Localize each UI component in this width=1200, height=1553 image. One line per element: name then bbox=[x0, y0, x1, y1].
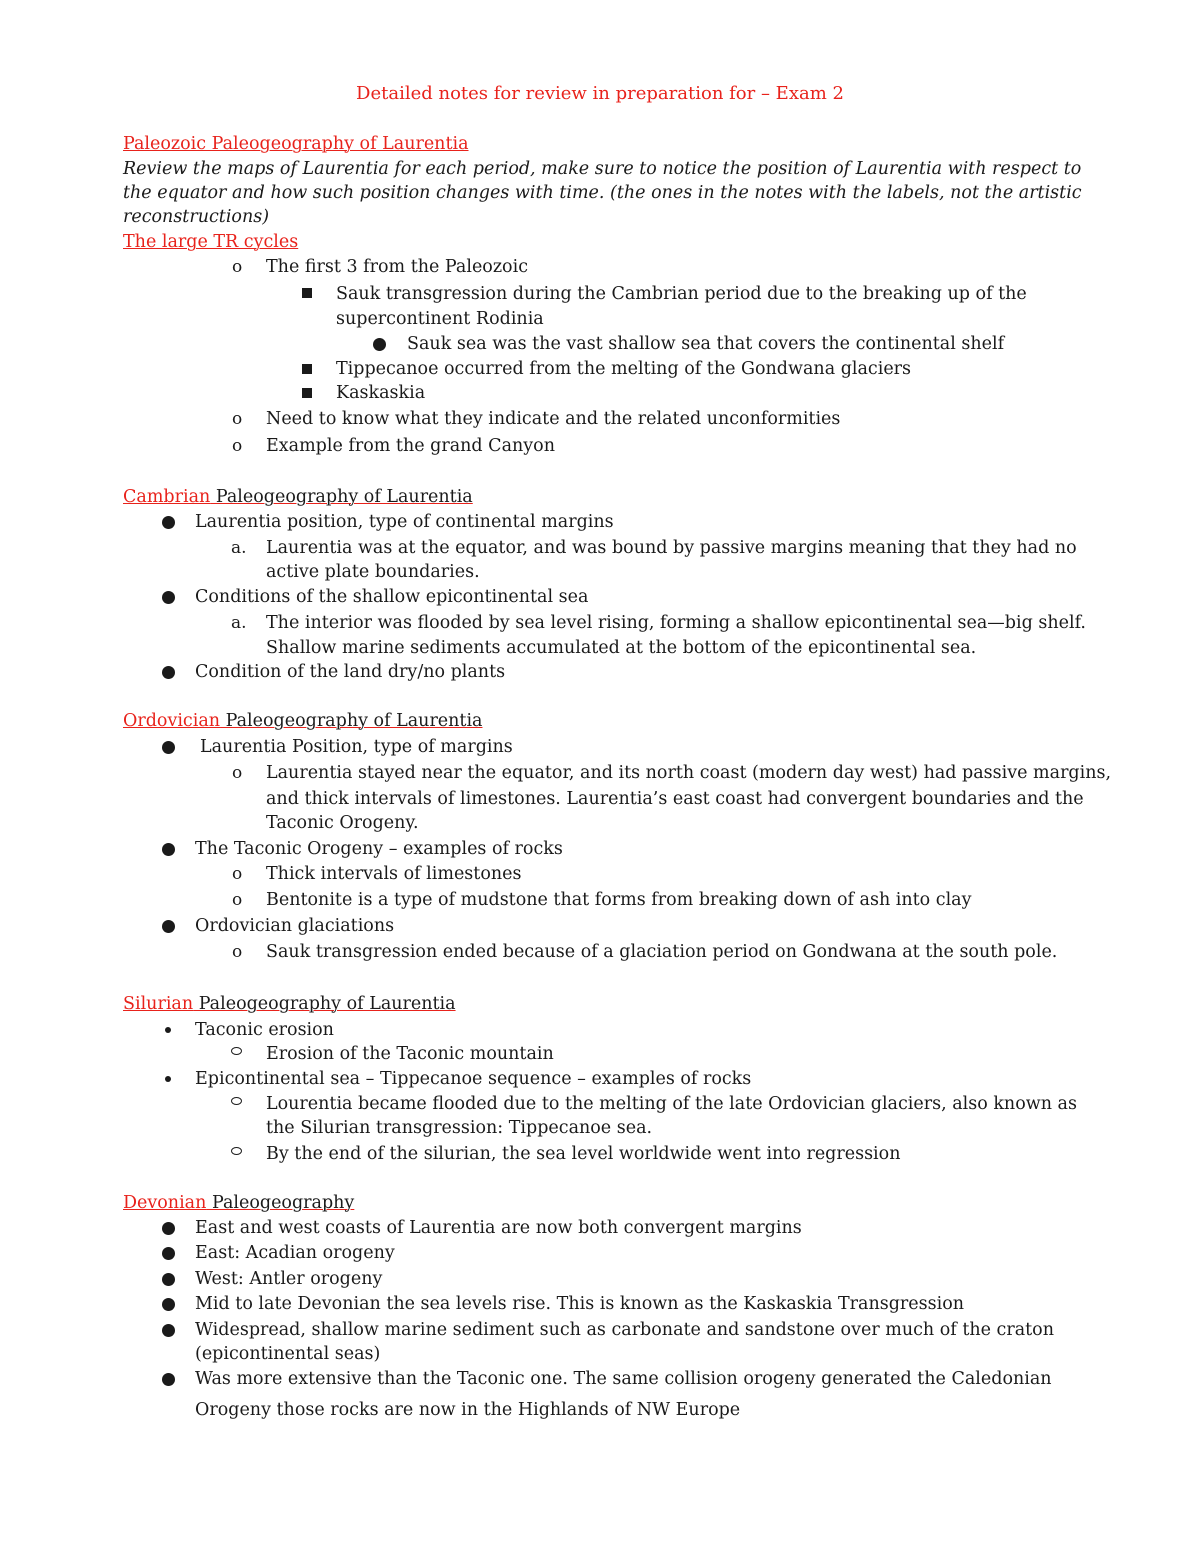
list-item-continued: and thick intervals of limestones. Laurentia’s east coast had convergent boundaries and the bbox=[266, 789, 1084, 809]
list-item: Laurentia Position, type of margins bbox=[200, 737, 513, 757]
bullet-icon bbox=[162, 1222, 175, 1235]
list-item: Kaskaskia bbox=[336, 383, 426, 403]
list-item-continued: supercontinent Rodinia bbox=[336, 309, 544, 329]
list-item-continued: Taconic Orogeny. bbox=[266, 813, 419, 833]
list-item: Laurentia stayed near the equator, and its north coast (modern day west) had passive margins, bbox=[266, 763, 1112, 783]
list-item: Sauk transgression ended because of a glaciation period on Gondwana at the south pole. bbox=[266, 942, 1058, 962]
list-item: Ordovician glaciations bbox=[195, 916, 395, 936]
list-item: Bentonite is a type of mudstone that forms from breaking down of ash into clay bbox=[266, 890, 972, 910]
list-item: Epicontinental sea – Tippecanoe sequence – examples of rocks bbox=[195, 1069, 752, 1089]
list-item: Conditions of the shallow epicontinental sea bbox=[195, 587, 589, 607]
section-heading-devonian: Devonian Paleogeography bbox=[123, 1193, 355, 1213]
intro-line-3: reconstructions) bbox=[123, 207, 270, 227]
list-item: Was more extensive than the Taconic one. The same collision orogeny generated the Caledonian bbox=[195, 1369, 1052, 1389]
list-item-continued: Orogeny those rocks are now in the Highlands of NW Europe bbox=[195, 1400, 741, 1420]
bullet-icon bbox=[162, 591, 175, 604]
list-item: Sauk sea was the vast shallow sea that covers the continental shelf bbox=[407, 334, 1005, 354]
list-item: Sauk transgression during the Cambrian period due to the breaking up of the bbox=[336, 284, 1027, 304]
bullet-icon bbox=[162, 741, 175, 754]
list-item: The interior was flooded by sea level rising, forming a shallow epicontinental sea—big shelf. bbox=[266, 613, 1086, 633]
list-marker-o: o bbox=[232, 942, 243, 962]
square-bullet-icon bbox=[302, 388, 312, 398]
list-marker-letter: a. bbox=[231, 613, 247, 633]
bullet-icon bbox=[162, 1373, 175, 1386]
circle-bullet-icon bbox=[231, 1047, 242, 1055]
square-bullet-icon bbox=[302, 364, 312, 374]
list-marker-o: o bbox=[232, 763, 243, 783]
list-item: Tippecanoe occurred from the melting of the Gondwana glaciers bbox=[336, 359, 912, 379]
section-heading-cambrian: Cambrian Paleogeography of Laurentia bbox=[123, 487, 473, 507]
list-item: Condition of the land dry/no plants bbox=[195, 662, 506, 682]
section-heading-silurian: Silurian Paleogeography of Laurentia bbox=[123, 994, 456, 1014]
list-marker-o: o bbox=[232, 257, 243, 277]
square-bullet-icon bbox=[302, 288, 312, 298]
list-marker-letter: a. bbox=[231, 538, 247, 558]
list-marker-o: o bbox=[232, 864, 243, 884]
bullet-icon bbox=[162, 1273, 175, 1286]
bullet-icon bbox=[162, 666, 175, 679]
list-item: East and west coasts of Laurentia are now both convergent margins bbox=[195, 1218, 802, 1238]
list-item: By the end of the silurian, the sea level worldwide went into regression bbox=[266, 1144, 901, 1164]
bullet-icon bbox=[373, 338, 386, 351]
circle-bullet-icon bbox=[231, 1097, 242, 1105]
list-item-continued: the Silurian transgression: Tippecanoe sea. bbox=[266, 1118, 653, 1138]
list-item: The Taconic Orogeny – examples of rocks bbox=[195, 839, 563, 859]
list-marker-o: o bbox=[232, 890, 243, 910]
bullet-icon bbox=[165, 1076, 171, 1082]
list-item: Laurentia position, type of continental margins bbox=[195, 512, 614, 532]
list-item: Widespread, shallow marine sediment such as carbonate and sandstone over much of the craton bbox=[195, 1320, 1054, 1340]
list-item-continued: (epicontinental seas) bbox=[195, 1344, 381, 1364]
list-item: Taconic erosion bbox=[195, 1020, 334, 1040]
list-item: West: Antler orogeny bbox=[195, 1269, 383, 1289]
tr-cycles-heading: The large TR cycles bbox=[123, 232, 299, 252]
bullet-icon bbox=[162, 516, 175, 529]
list-item: Lourentia became flooded due to the melting of the late Ordovician glaciers, also known as bbox=[266, 1094, 1077, 1114]
list-item: The first 3 from the Paleozoic bbox=[266, 257, 528, 277]
circle-bullet-icon bbox=[231, 1147, 242, 1155]
list-item: Mid to late Devonian the sea levels rise. This is known as the Kaskaskia Transgression bbox=[195, 1294, 965, 1314]
bullet-icon bbox=[162, 1298, 175, 1311]
page-title: Detailed notes for review in preparation for – Exam 2 bbox=[356, 83, 844, 104]
list-marker-o: o bbox=[232, 409, 243, 429]
bullet-icon bbox=[162, 1247, 175, 1260]
list-item: Example from the grand Canyon bbox=[266, 436, 555, 456]
intro-line-1: Review the maps of Laurentia for each period, make sure to notice the position of Laurentia with respect to bbox=[123, 159, 1082, 179]
intro-line-2: the equator and how such position changes with time. (the ones in the notes with the labels, not the artistic bbox=[123, 183, 1082, 203]
list-item-continued: active plate boundaries. bbox=[266, 562, 480, 582]
list-item: Laurentia was at the equator, and was bound by passive margins meaning that they had no bbox=[266, 538, 1077, 558]
bullet-icon bbox=[162, 920, 175, 933]
section-heading-paleozoic: Paleozoic Paleogeography of Laurentia bbox=[123, 134, 469, 154]
bullet-icon bbox=[165, 1027, 171, 1033]
list-item: Thick intervals of limestones bbox=[266, 864, 522, 884]
bullet-icon bbox=[162, 1324, 175, 1337]
section-heading-ordovician: Ordovician Paleogeography of Laurentia bbox=[123, 711, 483, 731]
bullet-icon bbox=[162, 843, 175, 856]
list-marker-o: o bbox=[232, 436, 243, 456]
list-item: East: Acadian orogeny bbox=[195, 1243, 395, 1263]
list-item-continued: Shallow marine sediments accumulated at the bottom of the epicontinental sea. bbox=[266, 638, 977, 658]
list-item: Need to know what they indicate and the related unconformities bbox=[266, 409, 841, 429]
list-item: Erosion of the Taconic mountain bbox=[266, 1044, 554, 1064]
